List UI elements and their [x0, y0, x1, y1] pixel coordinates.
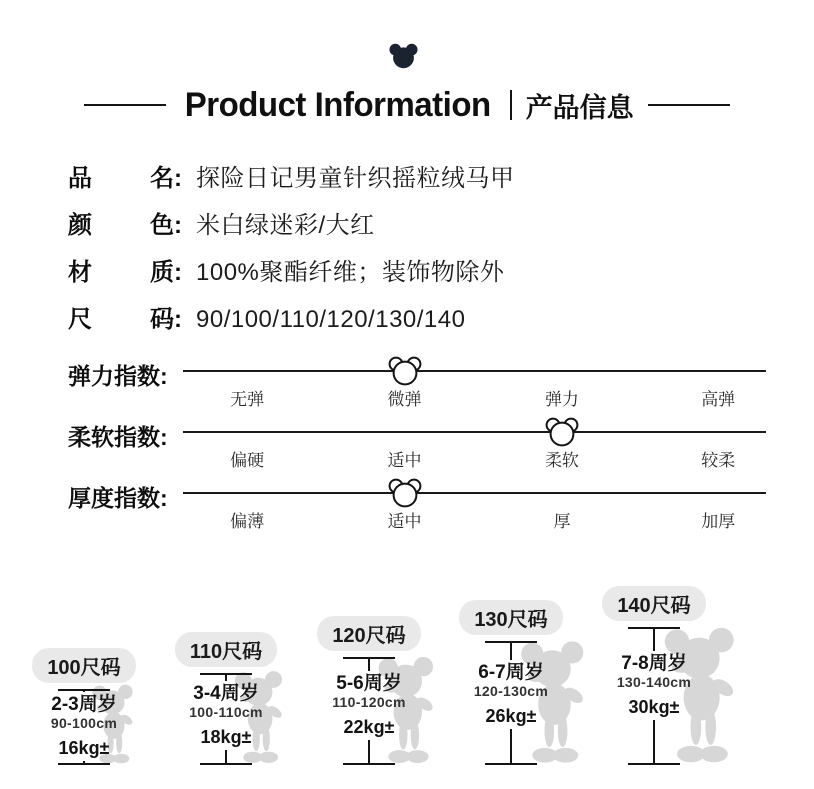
index-label: 柔软指数: — [68, 424, 168, 450]
index-level: 微弹 — [387, 390, 422, 409]
detail-label: 尺 码: — [68, 306, 182, 333]
index-row-elasticity — [68, 352, 766, 413]
size-badge: 110尺码 — [175, 632, 277, 667]
detail-value: 探险日记男童针织摇粒绒马甲 — [196, 165, 515, 192]
page-title-zh: 产品信息 — [525, 92, 634, 123]
size-info — [474, 660, 548, 729]
bracket-line — [225, 750, 227, 763]
index-level: 厚 — [553, 512, 571, 531]
index-label: 弹力指数: — [68, 363, 168, 389]
bracket-line — [368, 740, 370, 763]
detail-label: 颜 色: — [68, 212, 182, 239]
detail-value: 90/100/110/120/130/140 — [196, 306, 466, 333]
age-range: 7-8周岁 — [621, 652, 687, 674]
detail-row-material — [68, 252, 515, 286]
bracket-line — [510, 729, 512, 763]
header-left-line — [84, 104, 166, 106]
detail-value: 100%聚酯纤维；装饰物除外 — [196, 259, 505, 286]
measure-bracket — [19, 689, 149, 765]
index-line — [183, 370, 766, 372]
height-range: 90-100cm — [50, 715, 118, 731]
weight-value: 18kg± — [200, 727, 252, 748]
size-info — [51, 692, 117, 761]
bracket-line — [368, 659, 370, 671]
measure-bracket — [161, 673, 291, 765]
bracket-line — [653, 629, 655, 651]
height-range: 110-120cm — [332, 693, 406, 710]
detail-value: 米白绿迷彩/大红 — [196, 212, 375, 239]
index-level: 高弹 — [701, 390, 736, 409]
measure-bracket — [589, 627, 719, 765]
weight-value: 30kg± — [628, 696, 680, 717]
detail-row-name — [68, 158, 515, 192]
mickey-marker-icon — [388, 356, 422, 386]
size-column-120 — [304, 616, 434, 765]
bracket-line — [653, 720, 655, 763]
bracket-bottom-bar — [343, 763, 395, 765]
size-info — [189, 681, 263, 750]
size-badge: 130尺码 — [459, 600, 562, 635]
size-column-130 — [446, 600, 576, 765]
size-info — [332, 671, 406, 740]
index-row-thickness — [68, 474, 766, 535]
weight-value: 22kg± — [343, 716, 395, 737]
weight-value: 16kg± — [58, 738, 110, 758]
size-badge: 140尺码 — [602, 586, 705, 621]
bracket-bottom-bar — [485, 763, 537, 765]
age-range: 6-7周岁 — [478, 662, 544, 683]
index-label: 厚度指数: — [68, 485, 168, 511]
mickey-marker-icon — [388, 478, 422, 508]
size-chart — [0, 555, 814, 789]
bracket-bottom-bar — [58, 763, 110, 765]
age-range: 2-3周岁 — [51, 694, 117, 715]
measure-bracket — [446, 641, 576, 765]
mickey-marker-icon — [545, 417, 579, 447]
index-level: 偏硬 — [230, 451, 265, 470]
height-range: 130-140cm — [616, 673, 692, 690]
height-range: 100-110cm — [189, 704, 263, 721]
page-title-en: Product Information — [185, 85, 491, 124]
height-range: 120-130cm — [473, 683, 549, 699]
index-row-softness — [68, 413, 766, 474]
measure-bracket — [304, 657, 434, 765]
index-level: 柔软 — [544, 451, 579, 470]
size-badge: 120尺码 — [317, 616, 420, 651]
index-track — [183, 474, 766, 535]
detail-label: 品 名: — [68, 165, 182, 192]
index-line — [183, 431, 766, 433]
detail-row-color — [68, 205, 515, 239]
index-level: 偏薄 — [230, 512, 265, 531]
index-track — [183, 352, 766, 413]
size-info — [617, 651, 691, 720]
detail-label: 材 质: — [68, 259, 182, 286]
age-range: 5-6周岁 — [336, 672, 402, 694]
header — [0, 84, 814, 126]
bracket-bottom-bar — [628, 763, 680, 765]
index-scales — [68, 352, 766, 535]
index-level: 弹力 — [544, 390, 579, 409]
size-badge: 100尺码 — [32, 648, 135, 683]
index-level: 加厚 — [701, 512, 736, 531]
index-level: 较柔 — [701, 451, 736, 470]
index-track — [183, 413, 766, 474]
index-level: 适中 — [387, 451, 422, 470]
weight-value: 26kg± — [485, 706, 537, 726]
bracket-line — [510, 643, 512, 660]
age-range: 3-4周岁 — [193, 683, 259, 705]
detail-row-size — [68, 299, 515, 333]
mickey-logo-icon — [388, 42, 419, 70]
header-right-line — [648, 104, 730, 106]
size-column-140 — [589, 586, 719, 765]
index-level: 无弹 — [230, 390, 265, 409]
size-column-100 — [19, 648, 149, 765]
title-divider — [510, 90, 512, 120]
bracket-bottom-bar — [200, 763, 252, 765]
size-column-110 — [161, 632, 291, 765]
index-line — [183, 492, 766, 494]
product-details — [68, 158, 515, 346]
index-level: 适中 — [387, 512, 422, 531]
